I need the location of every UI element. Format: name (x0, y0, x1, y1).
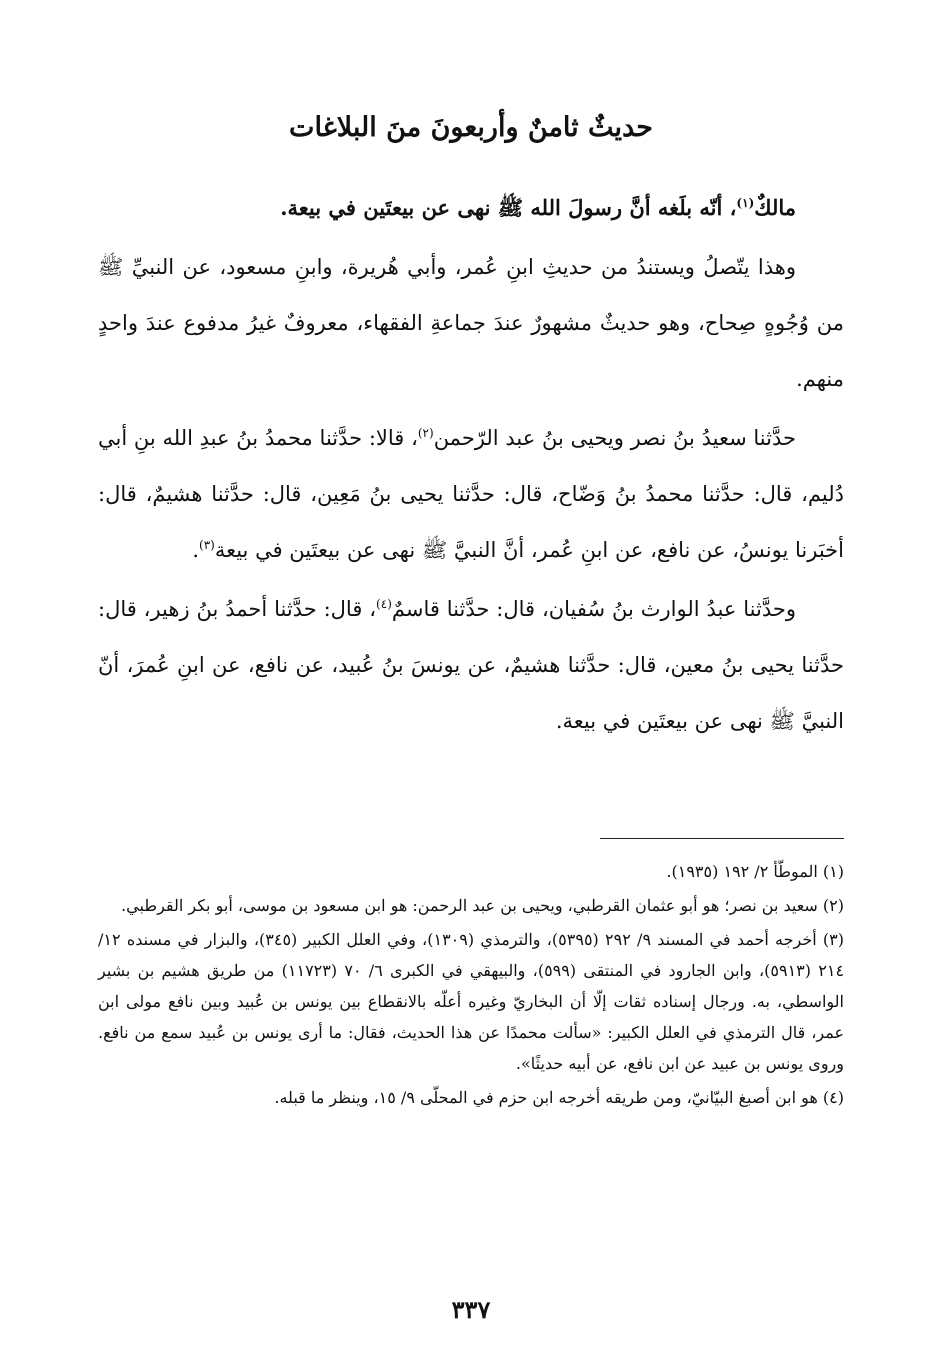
paragraph-isnad-2 (98, 581, 844, 749)
page-number: ٣٣٧ (451, 1295, 491, 1324)
paragraph-text: حدَّثنا سعيدُ بنُ نصر ويحيى بنُ عبد الرّحمن (433, 426, 796, 450)
footnote-2: (٢) سعيد بن نصر؛ هو أبو عثمان القرطبي، ويحيى بن عبد الرحمن: هو ابن مسعود بن موسى، أبو بكر القرطبي. (121, 896, 844, 915)
footnote-divider (600, 838, 844, 839)
footnote-reference: (٢) (417, 426, 434, 440)
main-text (98, 180, 844, 749)
paragraph-text: وحدَّثنا عبدُ الوارث بنُ سُفيان، قال: حدَّثنا قاسمٌ (391, 597, 796, 621)
paragraph-text: ، قالا: حدَّثنا محمدُ بنُ عبدِ الله بنِ أبي دُليم، قال: حدَّثنا محمدُ بنُ وَضّاح، قال: حدَّثنا يحيى بنُ مَعِين، قال: حدَّثنا هشيمٌ، قال: أخبَرنا يونسُ، عن نافع، عن ابنِ عُمر، أنَّ النبيَّ ﷺ نهى عن بيعتَين في بيعة (98, 426, 844, 562)
footnote-4: (٤) هو ابن أصبغ البيّانيّ، ومن طريقه أخرجه ابن حزم في المحلّى ٩/ ١٥، وينظر ما قبله. (274, 1088, 844, 1107)
paragraph-hadith-text (98, 180, 844, 236)
footnotes-section (98, 856, 844, 1113)
paragraph-text: ، أنّه بلَغه أنَّ رسولَ الله ﷺ نهى عن بيعتَين في بيعة. (280, 195, 737, 220)
footnote-reference: (٤) (376, 597, 392, 611)
paragraph-text: . (192, 538, 199, 562)
paragraph-isnad-1 (98, 410, 844, 578)
paragraph-text: ، قال: حدَّثنا أحمدُ بنُ زهير، قال: حدَّثنا يحيى بنُ معين، قال: حدَّثنا هشيمٌ، عن يونسَ بنُ عُبيد، عن نافع، عن ابنِ عُمرَ، أنّ النبيَّ ﷺ نهى عن بيعتَين في بيعة. (98, 597, 844, 733)
chapter-title: حديثٌ ثامنٌ وأربعونَ منَ البلاغات (289, 112, 653, 143)
footnote-reference: (٣) (199, 538, 215, 552)
paragraph-commentary: وهذا يتّصلُ ويستندُ من حديثِ ابنِ عُمر، وأبي هُريرة، وابنِ مسعود، عن النبيِّ ﷺ من وُجُوهٍ صِحاح، وهو حديثٌ مشهورٌ عندَ جماعةِ الفقهاء، معروفٌ غيرُ مدفوع عندَ واحدٍ منهم. (98, 255, 844, 391)
footnote-3: (٣) أخرجه أحمد في المسند ٩/ ٢٩٢ (٥٣٩٥)، والترمذي (١٣٠٩)، وفي العلل الكبير (٣٤٥)، والبزار في مسنده ١٢/ ٢١٤ (٥٩١٣)، وابن الجارود في المنتقى (٥٩٩)، والبيهقي في الكبرى ٦/ ٧٠ (١١٧٢٣) من طريق هشيم بن بشير الواسطي، به. ورجال إسناده ثقات إلّا أن البخاريّ وغيره أعلّه بالانقطاع بين يونس بن عُبيد وبين نافع مولى ابن عمر، قال الترمذي في العلل الكبير: «سألت محمدًا عن هذا الحديث، فقال: ما أرى يونس بن عُبيد سمع من نافع. وروى يونس بن عبيد عن ابن نافع، عن أبيه حديثًا». (98, 930, 845, 1073)
footnote-1: (١) الموطّأ ٢/ ١٩٢ (١٩٣٥). (666, 862, 844, 881)
footnote-reference: (١) (736, 196, 755, 210)
paragraph-text: مالكٌ (754, 195, 796, 220)
